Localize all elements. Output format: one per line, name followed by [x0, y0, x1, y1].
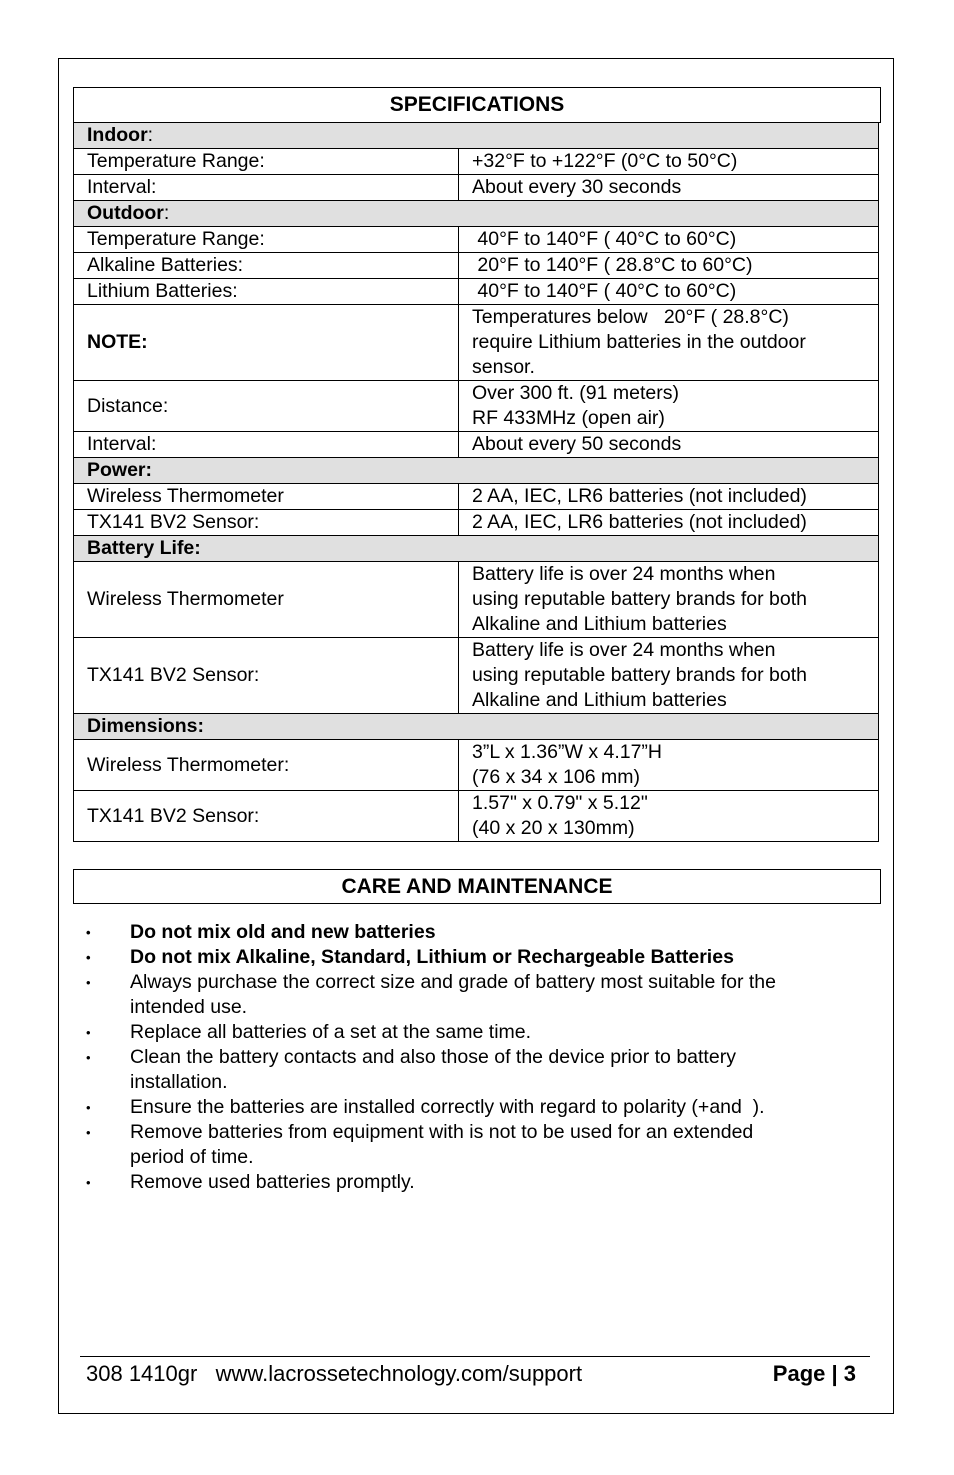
list-item-text: Replace all batteries of a set at the same time.: [130, 1021, 532, 1043]
spec-value: [459, 227, 879, 253]
section-header: [74, 714, 879, 740]
spec-value: [459, 253, 879, 279]
spec-value-line: 3”L x 1.36”W x 4.17”H: [472, 741, 663, 763]
table-row: [74, 227, 879, 253]
bullet-icon: •: [86, 1125, 91, 1140]
list-item-text: intended use.: [130, 996, 248, 1018]
spec-value-line: (40 x 20 x 130mm): [472, 817, 635, 839]
spec-value-line: About every 30 seconds: [472, 176, 682, 198]
section-heading: [74, 536, 879, 562]
spec-value: [459, 432, 879, 458]
list-item-text: period of time.: [130, 1146, 254, 1168]
table-row: [74, 305, 879, 381]
table-row: [74, 510, 879, 536]
spec-label: Lithium Batteries:: [74, 279, 459, 305]
spec-label: Interval:: [74, 175, 459, 201]
list-item-text: Do not mix old and new batteries: [130, 921, 436, 943]
specifications-table: [73, 122, 879, 842]
spec-value-line: 40°F to 140°F ( 40°C to 60°C): [472, 280, 737, 302]
list-item: [80, 920, 860, 945]
section-heading: [74, 714, 879, 740]
list-item: [80, 970, 860, 1020]
spec-label: TX141 BV2 Sensor:: [74, 791, 459, 842]
list-item: [80, 1020, 860, 1045]
section-heading: [74, 458, 879, 484]
section-heading: [74, 201, 879, 227]
footer-divider: [80, 1356, 870, 1357]
spec-value-line: require Lithium batteries in the outdoor: [472, 331, 806, 353]
table-row: [74, 562, 879, 638]
spec-value: [459, 175, 879, 201]
spec-value: [459, 149, 879, 175]
section-heading-text: Indoor: [87, 124, 148, 146]
spec-value: [459, 510, 879, 536]
spec-value-line: RF 433MHz (open air): [472, 407, 665, 429]
spec-value-line: Alkaline and Lithium batteries: [472, 689, 727, 711]
specifications-title: SPECIFICATIONS: [73, 87, 881, 123]
spec-value: [459, 638, 879, 714]
spec-label: Alkaline Batteries:: [74, 253, 459, 279]
spec-value-line: 40°F to 140°F ( 40°C to 60°C): [472, 228, 737, 250]
table-row: [74, 484, 879, 510]
spec-value-line: using reputable battery brands for both: [472, 664, 807, 686]
spec-value-line: 1.57" x 0.79" x 5.12": [472, 792, 648, 814]
section-heading-text: Battery Life:: [87, 537, 201, 559]
list-item-text: installation.: [130, 1071, 228, 1093]
spec-value-line: (76 x 34 x 106 mm): [472, 766, 640, 788]
section-header: [74, 536, 879, 562]
section-header: [74, 201, 879, 227]
footer-reference: 308 1410gr www.lacrossetechnology.com/support: [86, 1361, 583, 1386]
page-number: Page | 3: [772, 1361, 856, 1386]
spec-value-line: Over 300 ft. (91 meters): [472, 382, 679, 404]
table-row: [74, 432, 879, 458]
spec-value-line: Battery life is over 24 months when: [472, 639, 776, 661]
spec-label: Temperature Range:: [74, 227, 459, 253]
section-heading: [74, 123, 879, 149]
spec-value-line: sensor.: [472, 356, 535, 378]
spec-label: Interval:: [74, 432, 459, 458]
spec-value: [459, 381, 879, 432]
section-heading-suffix: :: [163, 202, 170, 224]
section-header: [74, 458, 879, 484]
spec-value: [459, 740, 879, 791]
table-row: [74, 175, 879, 201]
spec-label: TX141 BV2 Sensor:: [74, 638, 459, 714]
spec-value: [459, 562, 879, 638]
section-heading-text: Power:: [87, 459, 153, 481]
spec-label: NOTE:: [74, 305, 459, 381]
spec-label: Temperature Range:: [74, 149, 459, 175]
list-item-text: Remove used batteries promptly.: [130, 1171, 415, 1193]
table-row: [74, 638, 879, 714]
spec-value-line: Temperatures below 20°F ( 28.8°C): [472, 306, 789, 328]
spec-value: [459, 305, 879, 381]
section-header: [74, 123, 879, 149]
bullet-icon: •: [86, 1025, 91, 1040]
table-row: [74, 253, 879, 279]
list-item: [80, 1045, 860, 1095]
spec-value-line: Alkaline and Lithium batteries: [472, 613, 727, 635]
list-item-text: Do not mix Alkaline, Standard, Lithium or Rechargeable Batteries: [130, 946, 734, 968]
spec-value-line: 2 AA, IEC, LR6 batteries (not included): [472, 485, 807, 507]
spec-value-line: using reputable battery brands for both: [472, 588, 807, 610]
care-list: [80, 920, 860, 1195]
table-row: [74, 381, 879, 432]
care-maintenance-title: CARE AND MAINTENANCE: [73, 869, 881, 904]
list-item-text: Clean the battery contacts and also those of the device prior to battery: [130, 1046, 736, 1068]
spec-value: [459, 484, 879, 510]
list-item-text: Ensure the batteries are installed correctly with regard to polarity (+and ).: [130, 1096, 765, 1118]
bullet-icon: •: [86, 1175, 91, 1190]
list-item-text: Always purchase the correct size and grade of battery most suitable for the: [130, 971, 776, 993]
spec-value-line: About every 50 seconds: [472, 433, 682, 455]
table-row: [74, 279, 879, 305]
spec-value-line: 2 AA, IEC, LR6 batteries (not included): [472, 511, 807, 533]
spec-value: [459, 791, 879, 842]
table-row: [74, 791, 879, 842]
spec-label: Wireless Thermometer: [74, 562, 459, 638]
bullet-icon: •: [86, 1100, 91, 1115]
section-heading-text: Dimensions:: [87, 715, 205, 737]
spec-value: [459, 279, 879, 305]
section-heading-suffix: :: [147, 124, 154, 146]
list-item-text: Remove batteries from equipment with is not to be used for an extended: [130, 1121, 754, 1143]
list-item: [80, 1170, 860, 1195]
list-item: [80, 1095, 860, 1120]
table-row: [74, 149, 879, 175]
bullet-icon: •: [86, 975, 91, 990]
spec-label: TX141 BV2 Sensor:: [74, 510, 459, 536]
bullet-icon: •: [86, 950, 91, 965]
spec-value-line: Battery life is over 24 months when: [472, 563, 776, 585]
spec-label: Wireless Thermometer: [74, 484, 459, 510]
spec-value-line: +32°F to +122°F (0°C to 50°C): [472, 150, 738, 172]
spec-label: Wireless Thermometer:: [74, 740, 459, 791]
bullet-icon: •: [86, 1050, 91, 1065]
spec-value-line: 20°F to 140°F ( 28.8°C to 60°C): [472, 254, 753, 276]
list-item: [80, 945, 860, 970]
list-item: [80, 1120, 860, 1170]
table-row: [74, 740, 879, 791]
section-heading-text: Outdoor: [87, 202, 164, 224]
bullet-icon: •: [86, 925, 91, 940]
spec-label: Distance:: [74, 381, 459, 432]
